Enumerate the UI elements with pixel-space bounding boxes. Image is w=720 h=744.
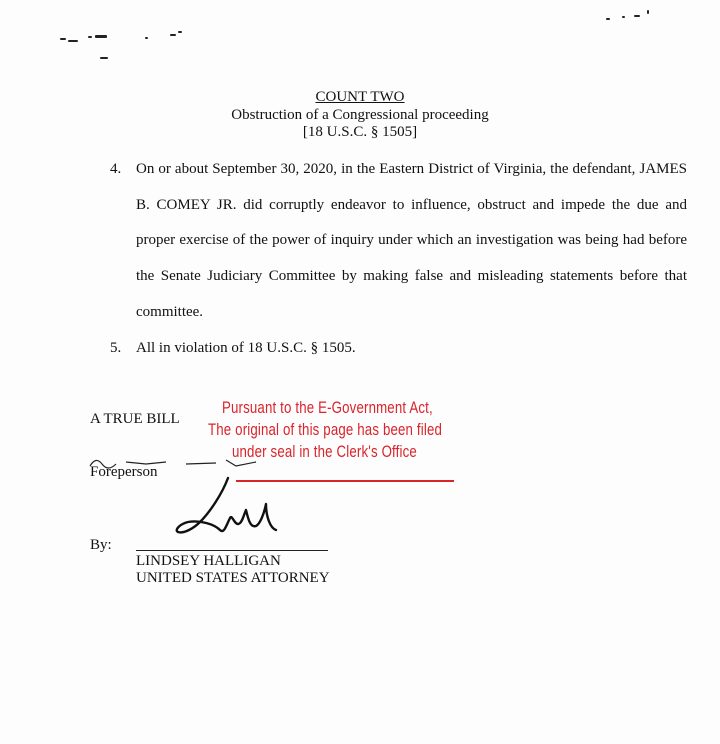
count-title: COUNT TWO bbox=[315, 89, 405, 105]
paragraph-5-text: All in violation of 18 U.S.C. § 1505. bbox=[136, 340, 356, 356]
stamp-line-2: The original of this page has been filed bbox=[208, 420, 443, 439]
true-bill-label: A TRUE BILL bbox=[90, 411, 180, 427]
signature-line bbox=[136, 550, 328, 551]
paragraph-4-line-4: the Senate Judiciary Committee by making false and misleading statements before that bbox=[136, 268, 687, 284]
paragraph-4-line-3: proper exercise of the power of inquiry under which an investigation was being had before bbox=[136, 232, 687, 248]
stamp-line-3: under seal in the Clerk's Office bbox=[232, 442, 417, 461]
paragraph-4-line-5: committee. bbox=[136, 304, 204, 320]
attorney-signature bbox=[170, 474, 320, 554]
paragraph-4-number: 4. bbox=[110, 161, 122, 177]
paragraph-5-number: 5. bbox=[110, 340, 122, 356]
attorney-title: UNITED STATES ATTORNEY bbox=[136, 570, 330, 586]
attorney-name: LINDSEY HALLIGAN bbox=[136, 553, 281, 569]
foreperson-label: Foreperson bbox=[90, 464, 158, 480]
paragraph-4-line-1: On or about September 30, 2020, in the Eastern District of Virginia, the defendant, JAMES bbox=[136, 161, 687, 177]
by-label: By: bbox=[90, 537, 112, 553]
paragraph-4-line-2: B. COMEY JR. did corruptly endeavor to influence, obstruct and impede the due and bbox=[136, 197, 687, 213]
stamp-line-1: Pursuant to the E-Government Act, bbox=[222, 398, 433, 417]
count-citation: [18 U.S.C. § 1505] bbox=[302, 124, 418, 140]
count-subtitle: Obstruction of a Congressional proceeding bbox=[231, 107, 489, 123]
count-heading bbox=[0, 89, 720, 106]
